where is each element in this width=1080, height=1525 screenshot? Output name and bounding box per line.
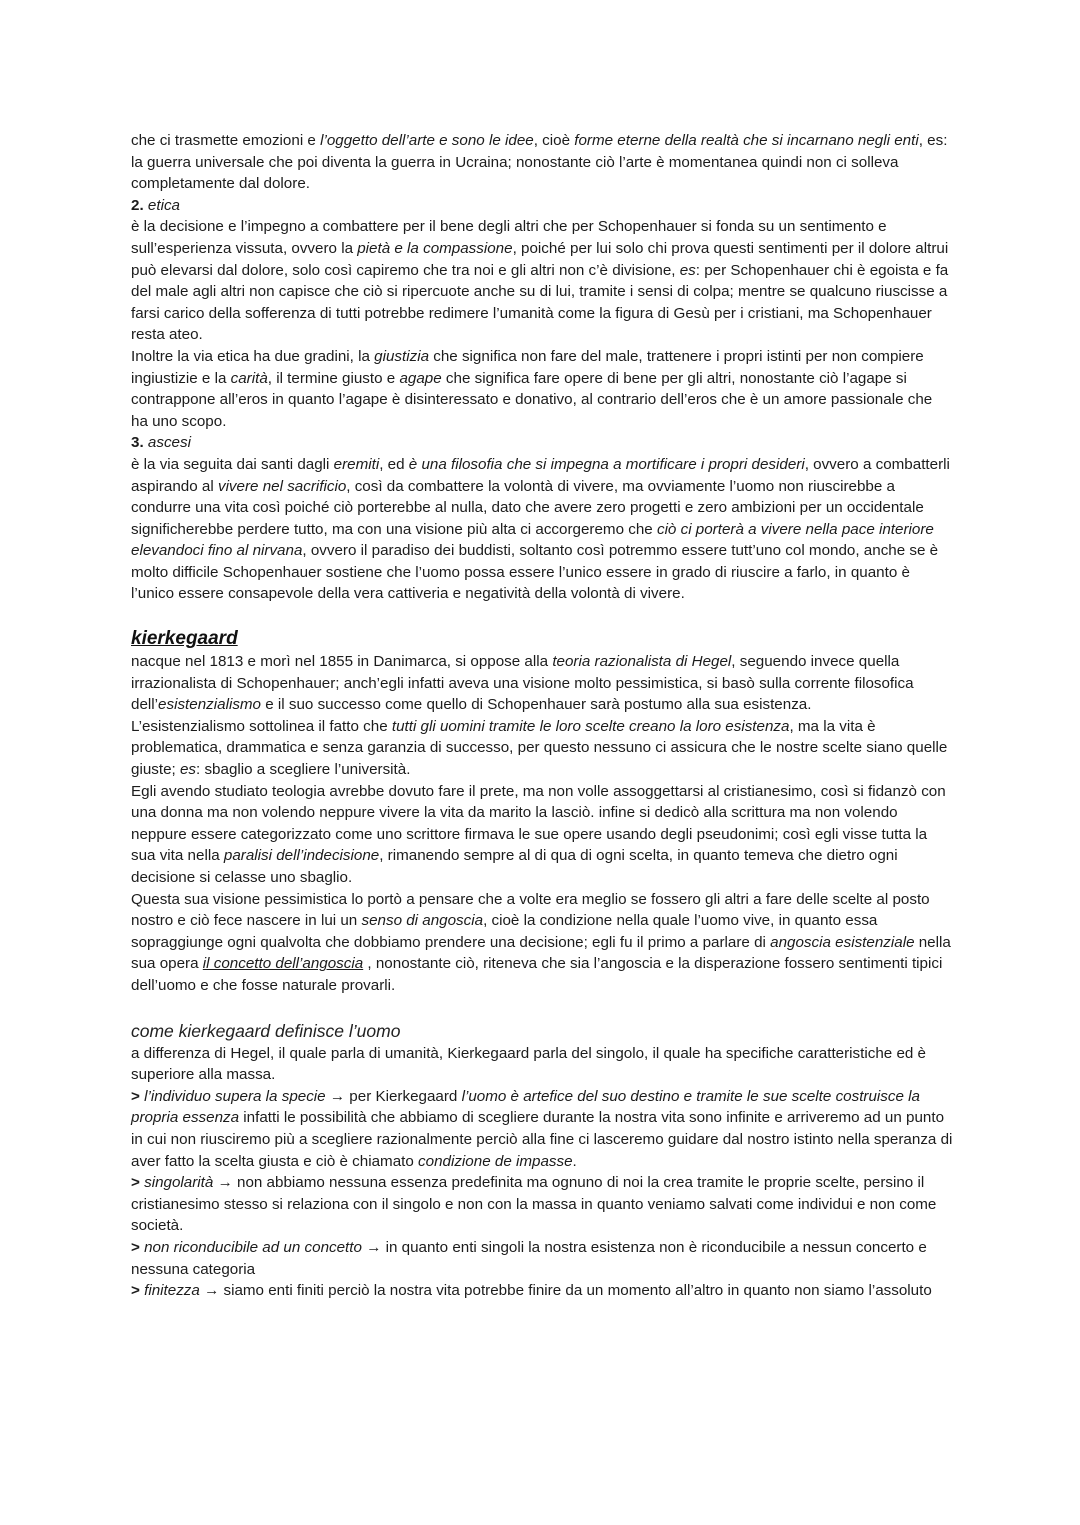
- uomo-item-singolarita: [131, 1172, 953, 1237]
- text-span: , ovvero a combatterli aspirando al: [131, 455, 950, 495]
- emphasis-text: giustizia: [374, 347, 430, 365]
- text-span: che significa non fare del male, trattenere i propri istinti per non compiere ingiustizie e la: [131, 347, 924, 387]
- text-span: Inoltre la via etica ha due gradini, la: [131, 347, 375, 365]
- text-span: Egli avendo studiato teologia avrebbe dovuto fare il prete, ma non volle assoggettarsi al cristianesimo, così si fidanzò con una donna ma non volendo neppure vivere la vita da marito la lasciò. infine si dedicò alla scrittura ma non volendo neppure essere categorizzato come uno scrittore firmava le sue opere usando degli pseudonimi; così egli visse tutta la sua vita nella: [131, 782, 946, 865]
- book-title: il concetto dell’angoscia: [202, 955, 364, 973]
- text-span: è la via seguita dai santi dagli: [131, 455, 334, 473]
- heading-number: 2.: [131, 196, 144, 214]
- ascesi-paragraph: [131, 454, 953, 605]
- kierkegaard-paragraph-3: [131, 781, 953, 889]
- emphasis-text: eremiti: [333, 455, 380, 473]
- text-span: , cioè la condizione nella quale l’uomo vive, in quanto essa sopraggiunge ogni qualvolta che dobbiamo prendere una decisione; egli fu il primo a parlare di: [131, 912, 878, 951]
- emphasis-text: pietà e la compassione: [357, 239, 513, 257]
- emphasis-text: agape: [399, 369, 442, 387]
- emphasis-text: l’oggetto dell’arte e sono le idee: [320, 132, 534, 149]
- text-span: che ci trasmette emozioni e: [131, 132, 321, 149]
- text-span: .: [572, 1152, 577, 1170]
- item-label: l’individuo supera la specie: [144, 1087, 326, 1105]
- emphasis-text: es: [679, 261, 696, 279]
- etica-paragraph-2: [131, 346, 953, 432]
- text-span: e il suo successo come quello di Schopenhauer sarà postumo alla sua esistenza.: [261, 696, 812, 714]
- list-marker: >: [131, 1087, 140, 1105]
- emphasis-text: condizione de impasse: [418, 1152, 573, 1170]
- kierkegaard-paragraph-2: [131, 716, 953, 781]
- text-span: , così da combattere la volontà di vivere, ma ovviamente l’uomo non riuscirebbe a condurre una vita così poiché ciò porterebbe al nulla, dato che avere zero progetti e zero ambizioni per un occidentale significherebbe perdere tutto, ma con una visione più alta ci accorgeremo che: [131, 477, 924, 538]
- ascesi-heading: [131, 432, 953, 454]
- text-span: L’esistenzialismo sottolinea il fatto che: [131, 717, 392, 735]
- text-span: nella sua opera: [131, 933, 951, 973]
- list-marker: >: [131, 1238, 140, 1256]
- text-span: , nonostante ciò, riteneva che sia l’angoscia e la disperazione fossero sentimenti tipici dell’uomo e che fosse naturale provarli.: [131, 955, 943, 994]
- list-marker: >: [131, 1282, 140, 1300]
- item-label: singolarità: [144, 1174, 214, 1192]
- arrow-right-icon: →: [329, 1087, 346, 1105]
- text-span: , seguendo invece quella irrazionalista di Schopenhauer; anch’egli infatti aveva una visione molto pessimistica, si basò sulla corrente filosofica dell’: [131, 653, 914, 714]
- emphasis-text: teoria razionalista di Hegel: [552, 653, 732, 671]
- text-span: , cioè: [533, 132, 575, 149]
- kierkegaard-title: kierkegaard: [131, 628, 238, 650]
- arrow-right-icon: →: [366, 1238, 382, 1256]
- uomo-title: come kierkegaard definisce l’uomo: [131, 1020, 401, 1041]
- emphasis-text: senso di angoscia: [361, 912, 484, 930]
- etica-paragraph-1: [131, 216, 953, 346]
- heading-label: ascesi: [147, 434, 191, 452]
- emphasis-text: è una filosofia che si impegna a mortificare i propri desideri: [408, 455, 805, 473]
- arrow-right-icon: →: [204, 1282, 220, 1300]
- kierkegaard-paragraph-4: [131, 889, 953, 997]
- text-span: nacque nel 1813 e morì nel 1855 in Danimarca, si oppose alla: [131, 653, 553, 671]
- uomo-item-concetto: [131, 1237, 953, 1280]
- emphasis-text: angoscia esistenziale: [770, 933, 915, 951]
- emphasis-text: esistenzialismo: [158, 696, 262, 714]
- arrow-right-icon: →: [217, 1174, 233, 1192]
- list-marker: >: [131, 1174, 140, 1192]
- text-span: , ovvero il paradiso dei buddisti, soltanto così potremmo essere tutt’uno col mondo, anche se è molto difficile Schopenhauer sostiene che l’uomo possa essere l’unico essere in grado di riuscire a farlo, in quanto è l’unico essere consapevole della vera cattiveria e negatività della volontà di vivere.: [131, 542, 939, 603]
- art-paragraph: [131, 130, 953, 195]
- text-span: infatti le possibilità che abbiamo di scegliere durante la nostra vita sono infinite e arriveremo ad un punto in cui non riusciremo più a scegliere razionalmente perciò alla fine ci lasceremo guidare dal nostro istinto nella speranza di aver fatto la scelta giusta e ciò è chiamato: [131, 1109, 953, 1170]
- document-page: [131, 130, 953, 1302]
- text-span: , rimanendo sempre al di qua di ogni scelta, in quanto temeva che dietro ogni decisione si celasse uno sbaglio.: [131, 847, 898, 886]
- item-label: finitezza: [144, 1282, 200, 1300]
- emphasis-text: carità: [230, 369, 268, 387]
- text-span: in quanto enti singoli la nostra esistenza non è riconducibile a nessun concerto e nessuna categoria: [131, 1238, 927, 1278]
- emphasis-text: es: [179, 761, 197, 779]
- uomo-intro: a differenza di Hegel, il quale parla di umanità, Kierkegaard parla del singolo, il quale ha specifiche caratteristiche ed è superiore alla massa.: [131, 1044, 927, 1084]
- kierkegaard-paragraph-1: [131, 651, 953, 716]
- text-span: che significa fare opere di bene per gli altri, nonostante ciò l’agape si contrappone all’eros in quanto l’agape è disinteressato e donativo, al contrario dell’eros che è un amore passionale che ha uno scopo.: [131, 369, 933, 430]
- etica-heading: [131, 195, 953, 217]
- uomo-item-individuo: [131, 1086, 953, 1172]
- text-span: , il termine giusto e: [267, 369, 400, 387]
- text-span: siamo enti finiti perciò la nostra vita potrebbe finire da un momento all’altro in quanto non siamo l’assoluto: [223, 1282, 932, 1300]
- emphasis-text: ciò ci porterà a vivere nella pace interiore elevandoci fino al nirvana: [131, 520, 934, 560]
- item-label: non riconducibile ad un concetto: [144, 1238, 362, 1256]
- text-span: è la decisione e l’impegno a combattere per il bene degli altri che per Schopenhauer si fonda su un sentimento e sull’esperienza vissuta, ovvero la: [131, 218, 887, 257]
- emphasis-text: vivere nel sacrificio: [217, 477, 347, 495]
- text-span: , es: la guerra universale che poi diventa la guerra in Ucraina; nonostante ciò l’arte è momentanea quindi non ci solleva completamente dal dolore.: [131, 132, 948, 193]
- emphasis-text: tutti gli uomini tramite le loro scelte creano la loro esistenza: [391, 717, 790, 735]
- emphasis-text: forme eterne della realtà che si incarnano negli enti: [574, 132, 919, 149]
- uomo-item-finitezza: [131, 1280, 953, 1302]
- text-span: Questa sua visione pessimistica lo portò a pensare che a volte era meglio se fossero gli altri a fare delle scelte al posto nostro e ciò fece nascere in lui un: [131, 890, 930, 930]
- text-span: per Kierkegaard: [349, 1087, 462, 1105]
- text-span: non abbiamo nessuna essenza predefinita ma ognuno di noi la crea tramite le proprie scelte, persino il cristianesimo stesso si relaziona con il singolo e non con la massa in quanto veniamo salvati come individui e non come società.: [131, 1174, 937, 1235]
- emphasis-text: paralisi dell’indecisione: [223, 847, 380, 865]
- text-span: : per Schopenhauer chi è egoista e fa del male agli altri non capisce che ciò si ripercuote anche su di lui, tramite i sensi di colpa; mentre se qualcuno riuscisse a farsi carico della sofferenza di tutti potrebbe redimere l’umanità come la figura di Gesù per i cristiani, ma Schopenhauer resta ateo.: [131, 261, 949, 344]
- text-span: : sbaglio a scegliere l’università.: [196, 761, 411, 779]
- emphasis-text: l’uomo è artefice del suo destino e tramite le sue scelte costruisce la propria essenza: [131, 1087, 920, 1127]
- text-span: , ma la vita è problematica, drammatica e senza garanzia di successo, per questo nessuno ci assicura che le nostre scelte siano quelle giuste;: [131, 717, 948, 779]
- text-span: , poiché per lui solo chi prova questi sentimenti per il dolore altrui può elevarsi dal dolore, solo così capiremo che tra noi e gli altri non c’è divisione,: [131, 239, 949, 279]
- heading-label: etica: [147, 196, 180, 214]
- heading-number: 3.: [131, 434, 144, 452]
- text-span: , ed: [379, 455, 409, 473]
